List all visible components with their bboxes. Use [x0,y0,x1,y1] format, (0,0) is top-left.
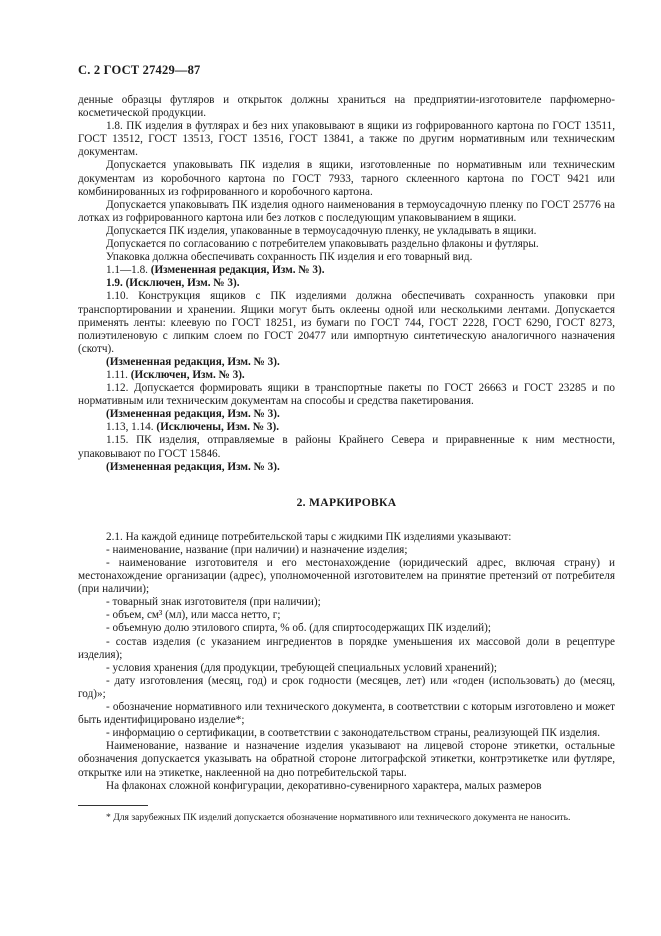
clause-number: 1.1—1.8. [106,264,151,277]
paragraph: Допускается ПК изделия, упакованные в термоусадочную пленку, не укладывать в ящики. [106,224,537,237]
paragraph: 1.12. Допускается формировать ящики в транспортные пакеты по ГОСТ 26663 и ГОСТ 23285 и по нормативным или техническим документам на способы и средства пакетирования. [78,382,615,408]
paragraph: - дату изготовления (месяц, год) и срок годности (месяцев, лет) или «годен (использовать) до (месяц, год)»; [78,674,615,700]
paragraph [78,277,615,290]
section-2-text [78,531,615,793]
paragraph: - обозначение нормативного или технического документа, в соответствии с которым изготовлено и может быть идентифицировано изделие*; [78,701,615,727]
paragraph: денные образцы футляров и открыток должны храниться на предприятии-изготовителе парфюмерно-косметической продукции. [78,94,615,120]
paragraph: 1.15. ПК изделия, отправляемые в районы Крайнего Севера и приравненные к ним местности, упаковывают по ГОСТ 15846. [78,434,615,460]
paragraph: 1.8. ПК изделия в футлярах и без них упаковывают в ящики из гофрированного картона по ГОСТ 13511, ГОСТ 13512, ГОСТ 13513, ГОСТ 13516, ГОСТ 13841, а также по другим нормативным или техническим документам. [78,120,615,159]
paragraph: Упаковка должна обеспечивать сохранность ПК изделия и его товарный вид. [106,251,473,264]
paragraph [78,369,615,382]
amendment-note: (Исключен, Изм. № 3). [130,368,245,381]
paragraph: - состав изделия (с указанием ингредиентов в порядке уменьшения их массовой доли в рецептуре изделия); [78,635,615,661]
paragraph: - наименование изготовителя и его местонахождение (юридический адрес, включая страну) и местонахождение организации (адрес), уполномоченной изготовителем на принятие претензий от потребителя (при наличии); [78,557,615,596]
paragraph: - товарный знак изготовителя (при наличии); [106,596,321,609]
paragraph: - объем, см³ (мл), или масса нетто, г; [106,609,281,622]
paragraph: - условия хранения (для продукции, требующей специальных условий хранений); [106,661,497,674]
paragraph: - информацию о сертификации, в соответствии с законодательством страны, реализующей ПК изделия. [106,727,601,740]
paragraph: На флаконах сложной конфигурации, декоративно-сувенирного характера, малых размеров [106,779,542,792]
clause-number: 1.9. [106,277,126,290]
amendment-note: (Исключен, Изм. № 3). [125,277,240,290]
paragraph: (Измененная редакция, Изм. № 3). [106,460,280,473]
paragraph: Наименование, название и назначение изделия указывают на лицевой стороне этикетки, остальные обозначения допускается указывать на обратной стороне литографской этикетки, контрэтикетке или футляре, открытке или на этикетке, наклеенной на дно потребительской тары. [78,740,615,779]
paragraph: Допускается по согласованию с потребителем упаковывать раздельно флаконы и футляры. [106,238,539,251]
page-body [78,94,615,793]
amendment-note: (Измененная редакция, Изм. № 3). [150,264,325,277]
amendment-note: (Исключены, Изм. № 3). [156,421,280,434]
paragraph: (Измененная редакция, Изм. № 3). [106,408,280,421]
paragraph: 2.1. На каждой единице потребительской тары с жидкими ПК изделиями указывают: [106,530,512,543]
paragraph [78,421,615,434]
footnote-divider [78,805,148,806]
paragraph: Допускается упаковывать ПК изделия одного наименования в термоусадочную пленку по ГОСТ 25776 на лотках из гофрированного картона или без лотков с последующим упаковыванием в ящики. [78,198,615,224]
clause-number: 1.11. [106,368,131,381]
clause-number: 1.13, 1.14. [106,421,157,434]
paragraph: (Измененная редакция, Изм. № 3). [106,355,280,368]
paragraph: - объемную долю этилового спирта, % об. (для спиртосодержащих ПК изделий); [106,622,492,635]
paragraph: 1.10. Конструкция ящиков с ПК изделиями должна обеспечивать сохранность упаковки при транспортировании и хранении. Ящики могут быть оклеены одной или несколькими лентами. Допускается применять ленты: клеевую по ГОСТ 18251, из бумаги по ГОСТ 744, ГОСТ 2228, ГОСТ 6290, ГОСТ 8273, полиэтиленовую с липким слоем по ГОСТ 20477 или импортную синтетическую аналогичного назначения (скотч). [78,290,615,355]
footnote: * Для зарубежных ПК изделий допускается обозначение нормативного или технического документа не наносить. [106,812,571,823]
section-heading: 2. МАРКИРОВКА [296,495,397,509]
section-1-text [78,94,615,474]
paragraph: - наименование, название (при наличии) и назначение изделия; [106,543,408,556]
paragraph: Допускается упаковывать ПК изделия в ящики, изготовленные по нормативным или техническим документам из коробочного картона по ГОСТ 7933, тарного склеенного картона по ГОСТ 9421 или комбинированных из гофрированного и коробочного картона. [78,159,615,198]
paragraph [78,264,615,277]
page-header: С. 2 ГОСТ 27429—87 [78,63,201,77]
